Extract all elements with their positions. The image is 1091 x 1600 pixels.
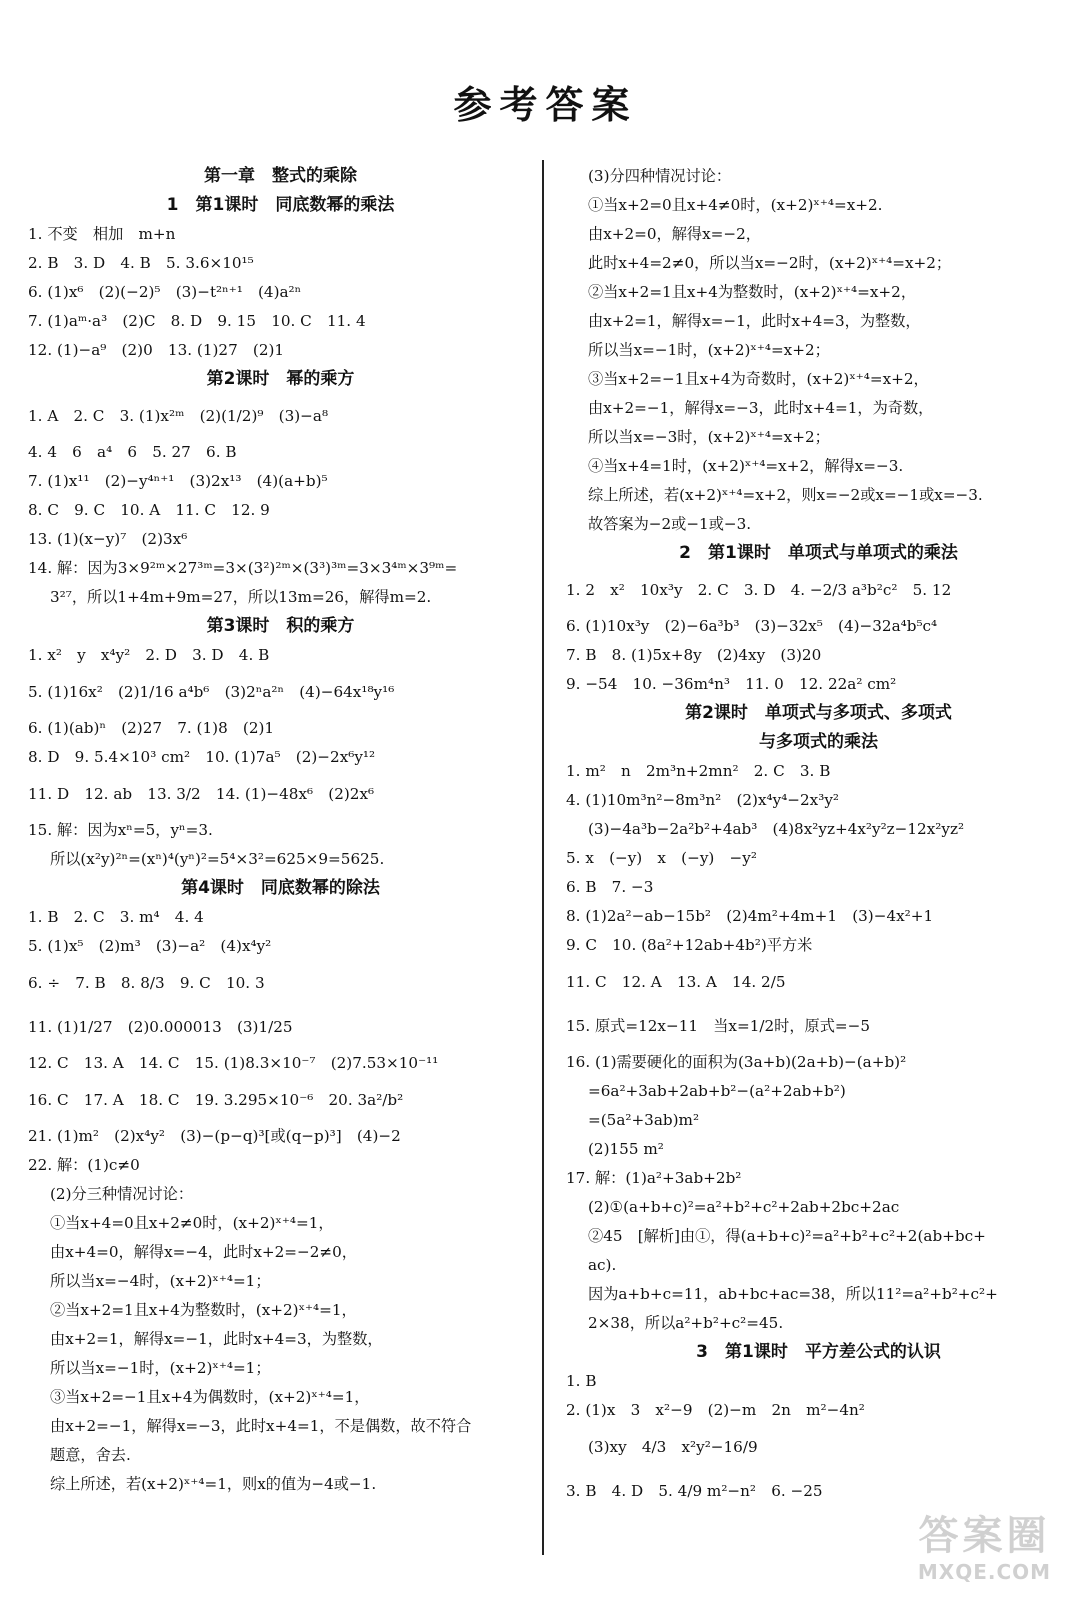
answer-line: =(5a²+3ab)m² bbox=[588, 1111, 700, 1129]
answer-line: 2. B 3. D 4. B 5. 3.6×10¹⁵ bbox=[28, 254, 254, 272]
answer-line: 所以当x=−1时，(x+2)ˣ⁺⁴=1； bbox=[50, 1359, 271, 1377]
answer-line: 由x+2=0，解得x=−2， bbox=[588, 225, 761, 243]
answer-line: 1. B bbox=[566, 1372, 597, 1390]
answer-line: 1. 不变 相加 m+n bbox=[28, 225, 176, 243]
page-title-wrap bbox=[0, 74, 1091, 129]
answer-line: 7. (1)x¹¹ (2)−y⁴ⁿ⁺¹ (3)2x¹³ (4)(a+b)⁵ bbox=[28, 472, 328, 490]
answer-line: 6. (1)10x³y (2)−6a³b³ (3)−32x⁵ (4)−32a⁴b⁵c⁴ bbox=[566, 617, 938, 635]
answer-line: ②当x+2=1且x+4为整数时，(x+2)ˣ⁺⁴=x+2， bbox=[588, 283, 917, 301]
section-heading: 第一章 整式的乘除 bbox=[204, 166, 357, 186]
answer-line: 6. (1)x⁶ (2)(−2)⁵ (3)−t²ⁿ⁺¹ (4)a²ⁿ bbox=[28, 283, 302, 301]
answer-line: 3. B 4. D 5. 4/9 m²−n² 6. −25 bbox=[566, 1482, 823, 1500]
answer-line: ②当x+2=1且x+4为整数时，(x+2)ˣ⁺⁴=1， bbox=[50, 1301, 357, 1319]
answer-line: 15. 解：因为xⁿ=5，yⁿ=3. bbox=[28, 821, 213, 839]
answer-line: 1. 2 x² 10x³y 2. C 3. D 4. −2/3 a³b²c² 5. 12 bbox=[566, 581, 952, 599]
answer-line: 题意，舍去. bbox=[50, 1446, 131, 1464]
answer-line: (3)−4a³b−2a²b²+4ab³ (4)8x²yz+4x²y²z−12x²yz² bbox=[588, 820, 965, 838]
answer-line: 8. C 9. C 10. A 11. C 12. 9 bbox=[28, 501, 270, 519]
left-column bbox=[28, 162, 533, 1499]
answer-line: ①当x+2=0且x+4≠0时，(x+2)ˣ⁺⁴=x+2. bbox=[588, 196, 883, 214]
answer-line: ②45 [解析]由①，得(a+b+c)²=a²+b²+c²+2(ab+bc+ bbox=[588, 1227, 986, 1245]
answer-line: 2×38，所以a²+b²+c²=45. bbox=[588, 1314, 784, 1332]
answer-line: 11. C 12. A 13. A 14. 2/5 bbox=[566, 973, 786, 991]
answer-line: 所以当x=−1时，(x+2)ˣ⁺⁴=x+2； bbox=[588, 341, 830, 359]
answer-line: 8. D 9. 5.4×10³ cm² 10. (1)7a⁵ (2)−2x⁶y¹² bbox=[28, 748, 376, 766]
answer-line: 故答案为−2或−1或−3. bbox=[588, 515, 752, 533]
answer-line: 综上所述，若(x+2)ˣ⁺⁴=1，则x的值为−4或−1. bbox=[50, 1475, 377, 1493]
answer-line: 1. A 2. C 3. (1)x²ᵐ (2)(1/2)⁹ (3)−a⁸ bbox=[28, 407, 329, 425]
answer-line: 5. (1)x⁵ (2)m³ (3)−a² (4)x⁴y² bbox=[28, 937, 272, 955]
answer-line: 15. 原式=12x−11 当x=1/2时，原式=−5 bbox=[566, 1017, 870, 1035]
section-heading: 2 第1课时 单项式与单项式的乘法 bbox=[679, 543, 958, 563]
answer-line: ①当x+4=0且x+2≠0时，(x+2)ˣ⁺⁴=1， bbox=[50, 1214, 334, 1232]
answer-line: 由x+2=1，解得x=−1，此时x+4=3，为整数， bbox=[588, 312, 921, 330]
answer-line: 22. 解：(1)c≠0 bbox=[28, 1156, 140, 1174]
answer-line: 1. x² y x⁴y² 2. D 3. D 4. B bbox=[28, 646, 270, 664]
answer-line: ③当x+2=−1且x+4为偶数时，(x+2)ˣ⁺⁴=1， bbox=[50, 1388, 370, 1406]
page-title: 参考答案 bbox=[453, 83, 638, 127]
answer-line: (3)xy 4/3 x²y²−16/9 bbox=[588, 1438, 758, 1456]
answer-line: (2)分三种情况讨论： bbox=[50, 1185, 194, 1203]
answer-line: 16. (1)需要硬化的面积为(3a+b)(2a+b)−(a+b)² bbox=[566, 1053, 907, 1071]
answer-line: 1. B 2. C 3. m⁴ 4. 4 bbox=[28, 908, 204, 926]
answer-line: 17. 解：(1)a²+3ab+2b² bbox=[566, 1169, 742, 1187]
answer-line: 12. C 13. A 14. C 15. (1)8.3×10⁻⁷ (2)7.53×10⁻¹¹ bbox=[28, 1054, 439, 1072]
section-heading: 第2课时 单项式与多项式、多项式 bbox=[685, 703, 952, 723]
answer-line: 5. x (−y) x (−y) −y² bbox=[566, 849, 757, 867]
section-heading: 第3课时 积的乘方 bbox=[206, 616, 355, 636]
answer-line: (3)分四种情况讨论： bbox=[588, 167, 732, 185]
answer-line: 1. m² n 2m³n+2mn² 2. C 3. B bbox=[566, 762, 831, 780]
answer-line: 所以(x²y)²ⁿ=(xⁿ)⁴(yⁿ)²=5⁴×3²=625×9=5625. bbox=[50, 850, 385, 868]
answer-line: ③当x+2=−1且x+4为奇数时，(x+2)ˣ⁺⁴=x+2， bbox=[588, 370, 929, 388]
answer-line: 由x+2=−1，解得x=−3，此时x+4=1，不是偶数，故不符合 bbox=[50, 1417, 472, 1435]
answer-line: 11. (1)1/27 (2)0.000013 (3)1/25 bbox=[28, 1018, 293, 1036]
column-divider bbox=[542, 160, 544, 1555]
answer-line: 13. (1)(x−y)⁷ (2)3x⁶ bbox=[28, 530, 188, 548]
answer-line: ④当x+4=1时，(x+2)ˣ⁺⁴=x+2，解得x=−3. bbox=[588, 457, 904, 475]
answer-line: 21. (1)m² (2)x⁴y² (3)−(p−q)³[或(q−p)³] (4)−2 bbox=[28, 1127, 401, 1145]
answer-line: 8. (1)2a²−ab−15b² (2)4m²+4m+1 (3)−4x²+1 bbox=[566, 907, 934, 925]
answer-line: 6. ÷ 7. B 8. 8/3 9. C 10. 3 bbox=[28, 974, 265, 992]
answer-line: 4. 4 6 a⁴ 6 5. 27 6. B bbox=[28, 443, 237, 461]
section-heading: 3 第1课时 平方差公式的认识 bbox=[696, 1342, 941, 1362]
answer-line: 14. 解：因为3×9²ᵐ×27³ᵐ=3×(3²)²ᵐ×(3³)³ᵐ=3×3⁴ᵐ×3⁹ᵐ= bbox=[28, 559, 458, 577]
answer-line: ac). bbox=[588, 1256, 617, 1274]
section-heading: 第4课时 同底数幂的除法 bbox=[181, 878, 380, 898]
answer-line: 11. D 12. ab 13. 3/2 14. (1)−48x⁶ (2)2x⁶ bbox=[28, 785, 375, 803]
section-heading: 与多项式的乘法 bbox=[759, 732, 878, 752]
answer-line: 2. (1)x 3 x²−9 (2)−m 2n m²−4n² bbox=[566, 1401, 865, 1419]
answer-line: 7. B 8. (1)5x+8y (2)4xy (3)20 bbox=[566, 646, 822, 664]
answer-line: 此时x+4=2≠0，所以当x=−2时，(x+2)ˣ⁺⁴=x+2； bbox=[588, 254, 952, 272]
answer-line: =6a²+3ab+2ab+b²−(a²+2ab+b²) bbox=[588, 1082, 846, 1100]
answer-line: 9. −54 10. −36m⁴n³ 11. 0 12. 22a² cm² bbox=[566, 675, 897, 693]
answer-line: 7. (1)aᵐ·a³ (2)C 8. D 9. 15 10. C 11. 4 bbox=[28, 312, 366, 330]
answer-line: 9. C 10. (8a²+12ab+4b²)平方米 bbox=[566, 936, 813, 954]
watermark-logo bbox=[892, 1512, 1077, 1592]
answer-line: (2)155 m² bbox=[588, 1140, 664, 1158]
answer-line: 6. B 7. −3 bbox=[566, 878, 654, 896]
section-heading: 1 第1课时 同底数幂的乘法 bbox=[166, 195, 395, 215]
answer-line: 3²⁷，所以1+4m+9m=27，所以13m=26，解得m=2. bbox=[50, 588, 432, 606]
watermark-logo-text: 答案圈 bbox=[918, 1513, 1051, 1559]
answer-line: 6. (1)(ab)ⁿ (2)27 7. (1)8 (2)1 bbox=[28, 719, 275, 737]
answer-line: 5. (1)16x² (2)1/16 a⁴b⁶ (3)2ⁿa²ⁿ (4)−64x¹⁸y¹⁶ bbox=[28, 683, 395, 701]
answer-line: 12. (1)−a⁹ (2)0 13. (1)27 (2)1 bbox=[28, 341, 285, 359]
section-heading: 第2课时 幂的乘方 bbox=[206, 369, 355, 389]
right-column bbox=[566, 162, 1071, 1513]
answer-line: 因为a+b+c=11，ab+bc+ac=38，所以11²=a²+b²+c²+ bbox=[588, 1285, 998, 1303]
answer-line: 4. (1)10m³n²−8m³n² (2)x⁴y⁴−2x³y² bbox=[566, 791, 839, 809]
answer-line: 所以当x=−3时，(x+2)ˣ⁺⁴=x+2； bbox=[588, 428, 830, 446]
answer-line: 综上所述，若(x+2)ˣ⁺⁴=x+2，则x=−2或x=−1或x=−3. bbox=[588, 486, 983, 504]
answer-line: (2)①(a+b+c)²=a²+b²+c²+2ab+2bc+2ac bbox=[588, 1198, 900, 1216]
answer-line: 16. C 17. A 18. C 19. 3.295×10⁻⁶ 20. 3a²/b² bbox=[28, 1091, 404, 1109]
answer-line: 由x+2=1，解得x=−1，此时x+4=3，为整数， bbox=[50, 1330, 383, 1348]
answer-line: 由x+2=−1，解得x=−3，此时x+4=1，为奇数， bbox=[588, 399, 934, 417]
watermark-url: MXQE.COM bbox=[917, 1560, 1052, 1584]
answer-line: 所以当x=−4时，(x+2)ˣ⁺⁴=1； bbox=[50, 1272, 271, 1290]
answer-line: 由x+4=0，解得x=−4，此时x+2=−2≠0， bbox=[50, 1243, 357, 1261]
